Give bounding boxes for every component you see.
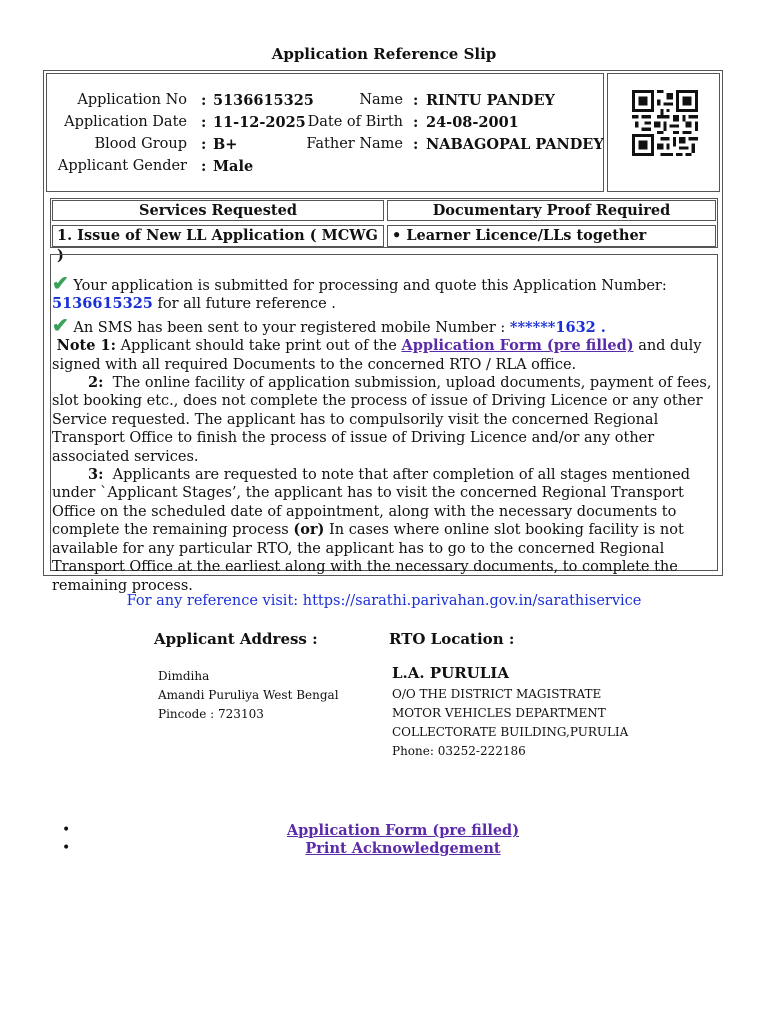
services-requested-header: Services Requested — [52, 200, 384, 221]
rto-location — [392, 664, 628, 761]
father-name-label: Father Name — [306, 136, 403, 152]
blood-group-label: Blood Group — [94, 136, 187, 152]
check-icon: ✔ — [52, 271, 69, 295]
services-table — [50, 198, 718, 264]
name-label: Name — [359, 92, 403, 108]
gender-value: Male — [213, 158, 254, 175]
colon: : — [201, 136, 207, 153]
sms-text: An SMS has been sent to your registered mobile Number : — [73, 319, 506, 336]
application-date-value: 11-12-2025 — [213, 114, 306, 131]
blood-group-value: B+ — [213, 136, 238, 153]
name-value: RINTU PANDEY — [426, 92, 555, 109]
colon: : — [413, 114, 419, 131]
colon: : — [413, 92, 419, 109]
rto-line: COLLECTORATE BUILDING,PURULIA — [392, 725, 629, 739]
message-box — [50, 254, 718, 594]
submitted-number: 5136615325 — [52, 295, 153, 313]
note3-post: In cases where online slot booking facility is not available for any particular RTO, the applicant has to go to the concerned Regional Transport Office at the earliest along with the necessary documents, to complete the remaining process. — [52, 522, 684, 594]
reference-link-text[interactable]: For any reference visit: https://sarathi.parivahan.gov.in/sarathiservice — [126, 593, 642, 609]
documentary-proof-header: Documentary Proof Required — [387, 200, 716, 221]
address-line: Amandi Puruliya West Bengal — [158, 688, 339, 702]
dob-value: 24-08-2001 — [426, 114, 519, 131]
applicant-address-header: Applicant Address : — [154, 630, 318, 648]
bullet: • — [62, 840, 71, 856]
rto-location-header: RTO Location : — [389, 630, 515, 648]
address-line: Pincode : 723103 — [158, 707, 264, 721]
bullet: • — [62, 822, 71, 838]
father-name-value: NABAGOPAL PANDEY — [426, 136, 604, 153]
applicant-details — [46, 73, 604, 192]
qr-code-box — [607, 73, 720, 192]
address-line: Dimdiha — [158, 669, 210, 683]
note3-or: (or) — [293, 521, 325, 539]
application-no-value: 5136615325 — [213, 92, 314, 109]
note1-label: Note 1: — [56, 337, 116, 355]
dob-label: Date of Birth — [307, 114, 403, 130]
application-form-prefilled-link[interactable]: Application Form (pre filled) — [286, 822, 520, 839]
note1-post: and duly signed with all required Documents to the concerned RTO / RLA office. — [52, 338, 702, 373]
service-cell: 1. Issue of New LL Application ( MCWG ) — [52, 225, 384, 247]
submitted-suffix: for all future reference . — [157, 296, 336, 313]
reference-slip — [43, 70, 723, 594]
colon: : — [201, 92, 207, 109]
page-title: Application Reference Slip — [271, 45, 497, 63]
colon: : — [201, 158, 207, 175]
rto-line: MOTOR VEHICLES DEPARTMENT — [392, 706, 606, 720]
check-icon: ✔ — [52, 312, 69, 337]
note2-text: The online facility of application submission, upload documents, payment of fees, slot booking etc., does not complete the process of issue of Driving Licence or any other Service requested. The applicant has to compulsorily visit the concerned Regional Transport Office to finish the process of issue of Driving Licence and/or any other associated services. — [52, 375, 712, 465]
qr-code-icon — [632, 90, 698, 156]
proof-cell: • Learner Licence/LLs together — [387, 225, 716, 247]
note3-label: 3: — [88, 466, 104, 484]
application-form-link[interactable]: Application Form (pre filled) — [401, 337, 634, 355]
sms-number: ******1632 . — [509, 318, 606, 336]
gender-label: Applicant Gender — [57, 158, 187, 174]
application-date-label: Application Date — [64, 114, 187, 130]
rto-name: L.A. PURULIA — [392, 664, 509, 682]
note2-label: 2: — [88, 374, 104, 392]
submitted-text: Your application is submitted for processing and quote this Application Number: — [73, 278, 667, 294]
note1-pre: Applicant should take print out of the — [120, 338, 397, 355]
applicant-address — [158, 667, 339, 724]
application-no-label: Application No — [77, 92, 187, 108]
message-content — [52, 255, 716, 595]
print-acknowledgement-link[interactable]: Print Acknowledgement — [305, 840, 501, 857]
colon: : — [413, 136, 419, 153]
note3-pre: Applicants are requested to note that after completion of all stages mentioned under `Applicant Stages’, the applicant has to visit the concerned Regional Transport Office on the scheduled date of appointment, along with the necessary documents to complete the remaining process — [52, 467, 691, 539]
rto-phone: Phone: 03252-222186 — [392, 744, 526, 758]
rto-line: O/O THE DISTRICT MAGISTRATE — [392, 687, 602, 701]
colon: : — [201, 114, 207, 131]
